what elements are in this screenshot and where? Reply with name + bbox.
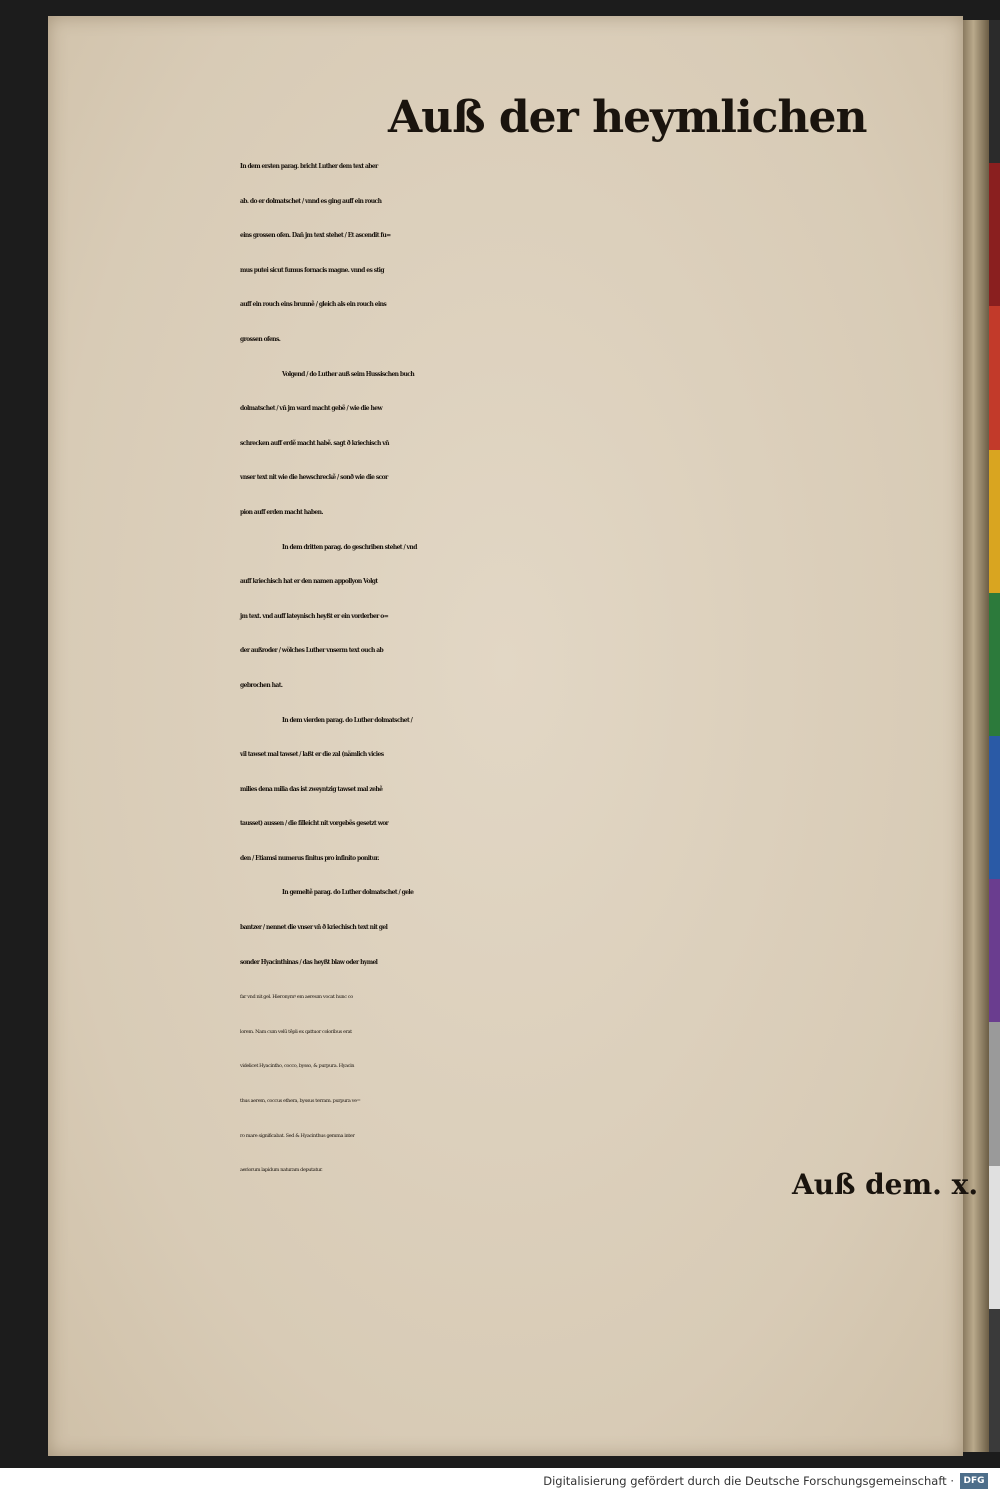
text-line: tausset) aussen / die filleicht nit vorgebẽs gesetzt wor	[240, 820, 389, 828]
text-line: auff ein rouch eins brunnẽ / gleich als ein rouch eins	[240, 301, 387, 309]
text-line: aeriorum lapidum naturam deputatur.	[240, 1167, 323, 1174]
footer-bar	[0, 1468, 1000, 1496]
color-calibration-strip	[989, 20, 1000, 1452]
text-line: schrecken auff erdẽ macht habẽ. sagt ð kriechisch vñ	[240, 439, 389, 447]
text-line: far vnd nit gel. Hieronymꝰ em aereum vocat hunc co	[240, 994, 353, 1001]
dfg-logo: DFG	[960, 1473, 988, 1489]
text-line: vil tawset mal tawset / laßt er die zal (nämlich vicies	[240, 751, 384, 759]
text-line: gebrochen hat.	[240, 681, 283, 689]
text-line: mus putei sicut fumus fornacis magne. vnnd es stig	[240, 266, 384, 274]
text-line: grossen ofens.	[240, 335, 281, 343]
text-line: In dem ersten parag. bricht Luther dem text aber	[240, 163, 378, 170]
text-lines	[240, 150, 955, 1188]
text-line: ro mare significabat. Sed & Hyacinthus gemma inter	[240, 1132, 355, 1139]
page-fore-edge	[963, 20, 989, 1452]
text-line: pion auff erden macht haben.	[240, 508, 323, 516]
funding-credit: Digitalisierung gefördert durch die Deutsche Forschungsgemeinschaft ·	[543, 1474, 954, 1488]
page-text-block	[240, 88, 955, 1188]
text-line: In gemeltẽ parag. do Luther dolmatschet / gele	[282, 889, 414, 897]
text-line: In dem vierden parag. do Luther dolmatschet /	[282, 716, 413, 724]
text-line: videlicet Hyacintho, cocco, bysso, & purpura. Hyacin	[240, 1063, 355, 1070]
text-line: der außroder / wölches Luther vnserm text ouch ab	[240, 647, 384, 655]
text-line: In dem dritten parag. do geschriben stehet / vnd	[282, 543, 417, 551]
running-head: Auß der heymlichen	[388, 92, 867, 143]
text-line: lorem. Nam cum velũ tẽpli ex qattuor coloribus erat	[240, 1028, 352, 1035]
text-line: vnser text nit wie die hewschreckẽ / sonð wie die scor	[240, 474, 388, 482]
text-line: eins grossen ofen. Dañ jm text stehet / Et ascendit fu=	[240, 232, 391, 240]
text-line: dolmatschet / vñ jm ward macht gebẽ / wie die hew	[240, 405, 383, 413]
text-line: sonder Hyacinthinas / das heyßt blaw oder hymel	[240, 958, 378, 966]
text-line: auff kriechisch hat er den namen appollyon Volgt	[240, 578, 378, 586]
text-line: bantzer / nennet die vnser vñ ð kriechisch text nit gel	[240, 924, 388, 932]
text-line: milies dena milia das ist zweyntzig tawset mal zehẽ	[240, 785, 383, 793]
text-line: den / Etiamsi numerus finitus pro infinito ponitur.	[240, 854, 379, 862]
text-line: Volgend / do Luther auß seim Hussischen buch	[282, 370, 415, 378]
text-line: jm text. vnd auff lateynisch heyßt er ein vorderber o=	[240, 612, 389, 620]
catchword: Auß dem. x.	[792, 1168, 979, 1201]
text-line: ab. do er dolmatschet / vnnd es ging auff ein rouch	[240, 197, 382, 205]
text-line: thus aerem, coccus ethera, byssus terram. purpura ve=	[240, 1098, 361, 1105]
